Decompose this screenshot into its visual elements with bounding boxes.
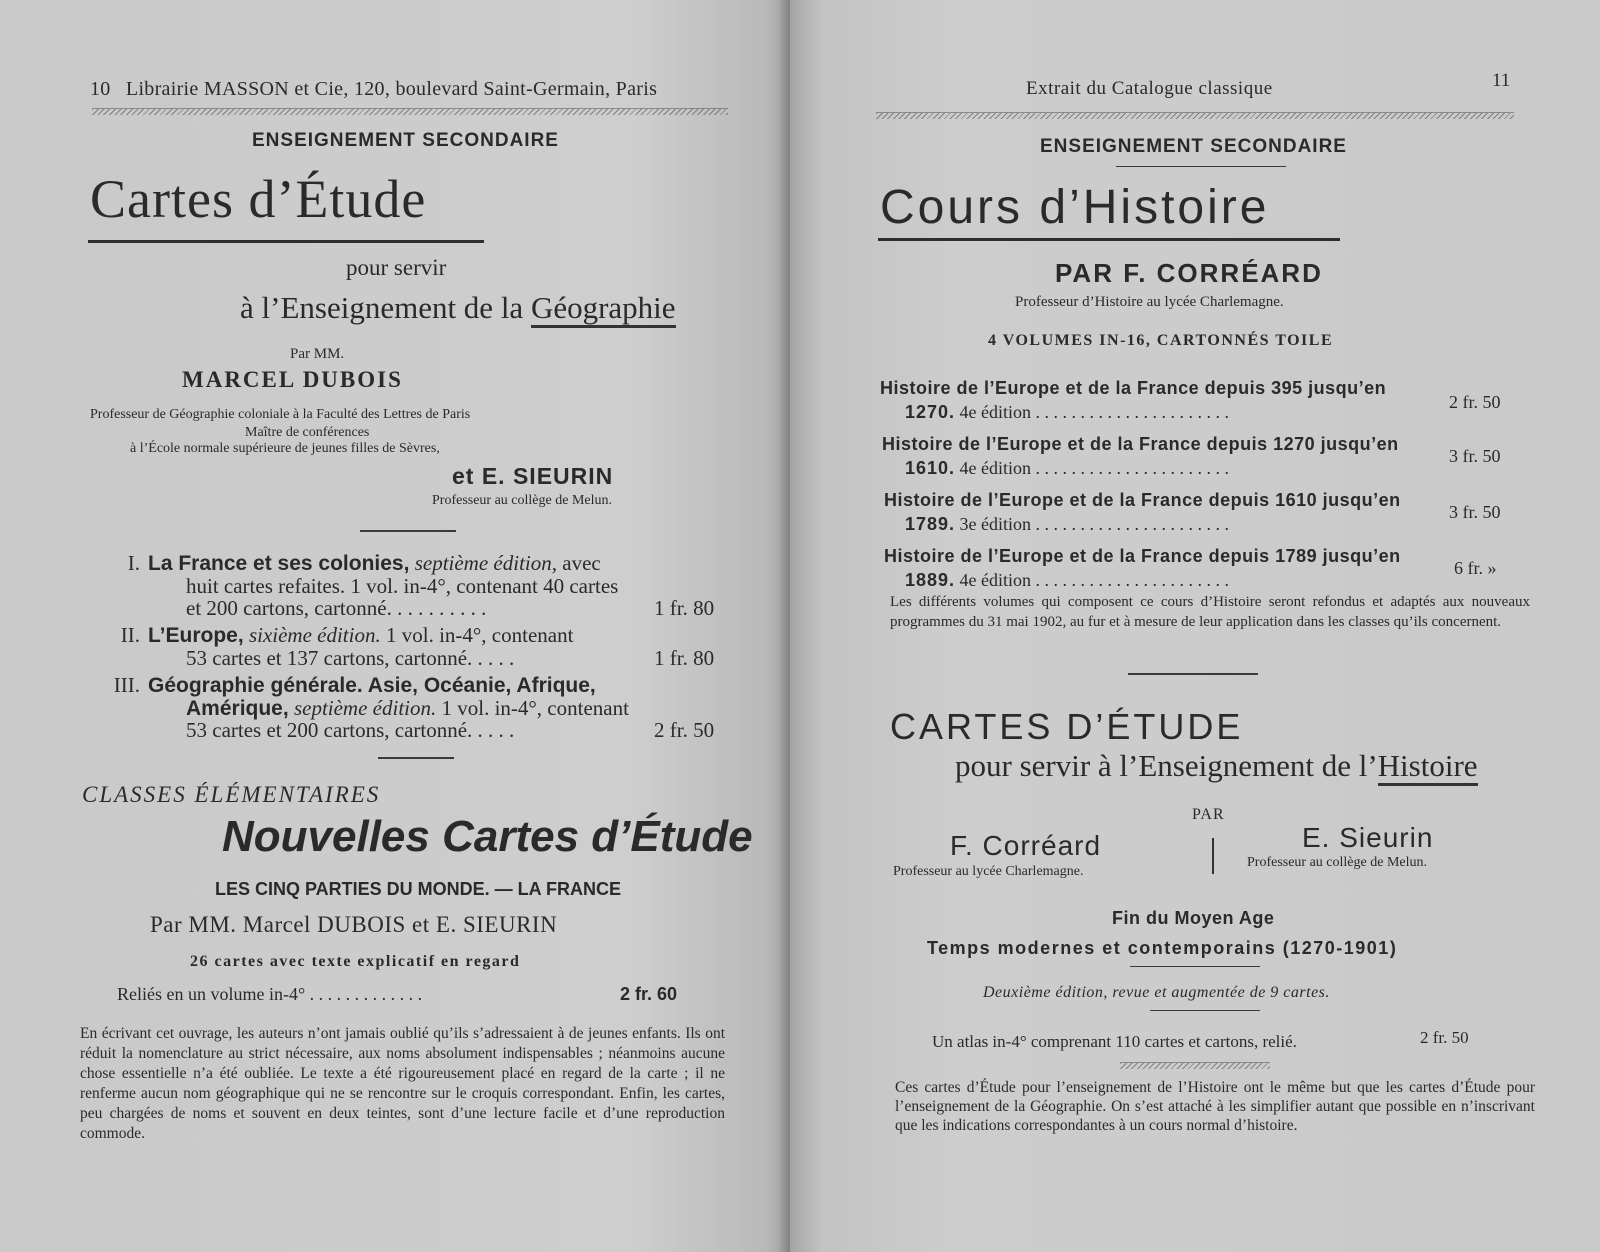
- separator-rule: [1130, 966, 1260, 967]
- item-edition: septième édition.: [288, 696, 437, 720]
- history-entry-price: 3 fr. 50: [1449, 446, 1501, 466]
- history-entry-year: 1270.: [905, 402, 956, 422]
- section-heading: ENSEIGNEMENT SECONDAIRE: [1040, 136, 1347, 157]
- item-edition: septième édition,: [409, 551, 557, 575]
- item-description: et 200 cartons, cartonné. . . . . . . . . .: [186, 596, 487, 620]
- item-edition: sixième édition.: [243, 623, 381, 647]
- subtitle-prefix: à l’Enseignement de la: [240, 290, 531, 325]
- item-price: 2 fr. 50: [654, 718, 715, 742]
- atlas-price: 2 fr. 50: [1420, 1028, 1469, 1047]
- item-text: 1 vol. in-4°, contenant: [436, 696, 629, 720]
- note-paragraph: Les différents volumes qui composent ce cours d’Histoire seront refondus et adaptés aux nouveaux programmes du 31 mai 1902, au fur et à mesure de leur application dans les classes qu’ils concernent.: [890, 594, 1530, 630]
- subject-subtitle: [240, 290, 676, 326]
- classes-heading: CLASSES ÉLÉMENTAIRES: [82, 782, 381, 807]
- history-entry-edition: [905, 570, 1229, 591]
- history-entry-title: Histoire de l’Europe et de la France depuis 395 jusqu’en: [880, 378, 1387, 398]
- history-entry-edition: [905, 514, 1229, 535]
- left-running-header: [90, 78, 657, 101]
- par-mm-label: Par MM.: [290, 346, 345, 362]
- author-name-sieurin: E. Sieurin: [1302, 822, 1434, 853]
- authors-line: Par MM. Marcel DUBOIS et E. SIEURIN: [150, 912, 558, 937]
- history-entry-year: 1789.: [905, 514, 956, 534]
- author-description-line: à l’École normale supérieure de jeunes filles de Sèvres,: [130, 441, 440, 456]
- pour-servir-underlined-word: Histoire: [1378, 748, 1478, 786]
- right-page-number: 11: [1492, 70, 1511, 91]
- period-subtitle: Temps modernes et contemporains (1270-1901): [927, 938, 1398, 958]
- pour-servir-line: [955, 748, 1478, 784]
- item-title: L’Europe,: [148, 624, 244, 647]
- period-title: Fin du Moyen Age: [1112, 908, 1275, 928]
- page-title: Cartes d’Étude: [90, 169, 427, 229]
- title-underline: [878, 238, 1340, 241]
- author-description: Professeur au collège de Melun.: [1247, 855, 1427, 870]
- cartes-count-line: 26 cartes avec texte explicatif en regard: [190, 953, 521, 970]
- item-price: 1 fr. 80: [654, 596, 715, 620]
- left-page-number: 10: [90, 78, 111, 100]
- author-name-correard: F. Corréard: [950, 830, 1102, 861]
- separator-rule: [360, 530, 456, 532]
- item-text: 1 vol. in-4°, contenant: [380, 623, 574, 647]
- header-ornament-rule: [92, 108, 728, 115]
- page-title: Cours d’Histoire: [880, 181, 1270, 234]
- item-title-continued: Amérique,: [186, 697, 289, 720]
- section-underline: [1116, 166, 1286, 167]
- item-price: 1 fr. 80: [654, 646, 715, 670]
- separator-rule: [1128, 673, 1258, 675]
- history-entry-edition-text: 4e édition . . . . . . . . . . . . . . . . . . . . . .: [955, 570, 1230, 590]
- description-paragraph: Ces cartes d’Étude pour l’enseignement de l’Histoire ont le même but que les cartes d’Étude pour l’enseignement de la Géographie. On s’est attaché à les simplifier autant que possible en n’inscrivant que les indications correspondantes à un cours normal d’histoire.: [895, 1079, 1535, 1134]
- atlas-line: Un atlas in-4° comprenant 110 cartes et cartons, relié.: [932, 1032, 1297, 1051]
- author-description-line: Professeur au collège de Melun.: [432, 493, 612, 508]
- binding-line: Reliés en un volume in-4° . . . . . . . . . . . . .: [117, 984, 423, 1004]
- left-page: [0, 0, 790, 1252]
- author-description: Professeur d’Histoire au lycée Charlemagne.: [1015, 294, 1284, 310]
- parties-subtitle: LES CINQ PARTIES DU MONDE. — LA FRANCE: [215, 879, 622, 899]
- left-header-text: Librairie MASSON et Cie, 120, boulevard Saint-Germain, Paris: [125, 78, 658, 100]
- item-title: Géographie générale. Asie, Océanie, Afrique,: [148, 674, 596, 697]
- description-paragraph: En écrivant cet ouvrage, les auteurs n’ont jamais oublié qu’ils s’adressaient à de jeunes enfants. Ils ont réduit la nomenclature au strict nécessaire, aux noms absolument indispensables ; néanmoins aucune chose essentielle n’a été oubliée. Le texte a été rigoureusement placé en regard de la carte ; il ne renferme aucun nom géographique qui ne se rencontre sur le croquis correspondant. Enfin, les cartes, peu chargées de noms et souvent en deux teintes, sont d’une lecture facile et d’une reproduction commode.: [80, 1025, 725, 1142]
- subtitle-underlined-word: Géographie: [531, 290, 676, 328]
- item-number: I.: [127, 551, 140, 575]
- pour-servir-text: pour servir: [346, 255, 447, 280]
- separator-rule: [378, 757, 454, 759]
- history-entry-edition: [905, 402, 1229, 423]
- history-entry-edition-text: 3e édition . . . . . . . . . . . . . . . . . . . . . .: [955, 514, 1230, 534]
- author-name-sieurin: et E. SIEURIN: [452, 463, 614, 489]
- author-description-line: Professeur de Géographie coloniale à la Faculté des Lettres de Paris: [90, 407, 471, 422]
- cartes-etude-title: CARTES D’ÉTUDE: [890, 706, 1244, 747]
- history-entry-price: 6 fr. »: [1454, 558, 1497, 578]
- author-name-dubois: MARCEL DUBOIS: [182, 367, 403, 392]
- history-entry-price: 2 fr. 50: [1449, 392, 1501, 412]
- separator-rule: [1150, 1010, 1260, 1011]
- item-number: III.: [113, 673, 140, 697]
- pour-servir-prefix: pour servir à l’Enseignement de l’: [955, 748, 1378, 783]
- item-description: huit cartes refaites. 1 vol. in-4°, contenant 40 cartes: [186, 574, 619, 598]
- author-description-line: Maître de conférences: [245, 425, 370, 440]
- author-line: PAR F. CORRÉARD: [1055, 258, 1323, 288]
- history-entry-title: Histoire de l’Europe et de la France depuis 1789 jusqu’en: [884, 546, 1401, 566]
- item-description: 53 cartes et 137 cartons, cartonné. . . . .: [186, 646, 515, 670]
- ornament-rule: [1120, 1062, 1270, 1069]
- header-ornament-rule: [876, 112, 1514, 119]
- section-heading: ENSEIGNEMENT SECONDAIRE: [252, 130, 559, 151]
- history-entry-year: 1610.: [905, 458, 956, 478]
- catalogue-item: [112, 674, 596, 697]
- item-description: 53 cartes et 200 cartons, cartonné. . . . .: [186, 718, 515, 742]
- item-number: II.: [120, 623, 140, 647]
- history-entry-title: Histoire de l’Europe et de la France depuis 1610 jusqu’en: [884, 490, 1401, 510]
- item-title: La France et ses colonies,: [148, 552, 410, 575]
- catalogue-item: [112, 552, 601, 575]
- nouvelles-title: Nouvelles Cartes d’Étude: [222, 812, 753, 861]
- history-entry-edition: [905, 458, 1229, 479]
- author-description: Professeur au lycée Charlemagne.: [893, 864, 1084, 879]
- right-header-text: Extrait du Catalogue classique: [1026, 78, 1273, 99]
- history-entry-title: Histoire de l’Europe et de la France depuis 1270 jusqu’en: [882, 434, 1399, 454]
- item-text: avec: [557, 551, 601, 575]
- history-entry-edition-text: 4e édition . . . . . . . . . . . . . . . . . . . . . .: [955, 458, 1230, 478]
- binding-price: 2 fr. 60: [620, 984, 678, 1004]
- edition-note: Deuxième édition, revue et augmentée de 9 cartes.: [983, 984, 1330, 1001]
- history-entry-year: 1889.: [905, 570, 956, 590]
- history-entry-edition-text: 4e édition . . . . . . . . . . . . . . . . . . . . . .: [955, 402, 1230, 422]
- volumes-line: 4 VOLUMES IN-16, CARTONNÉS TOILE: [988, 332, 1334, 349]
- title-underline: [88, 240, 484, 243]
- catalogue-item: [112, 624, 573, 647]
- history-entry-price: 3 fr. 50: [1449, 502, 1501, 522]
- par-label: PAR: [1192, 806, 1225, 823]
- author-divider: [1212, 838, 1214, 874]
